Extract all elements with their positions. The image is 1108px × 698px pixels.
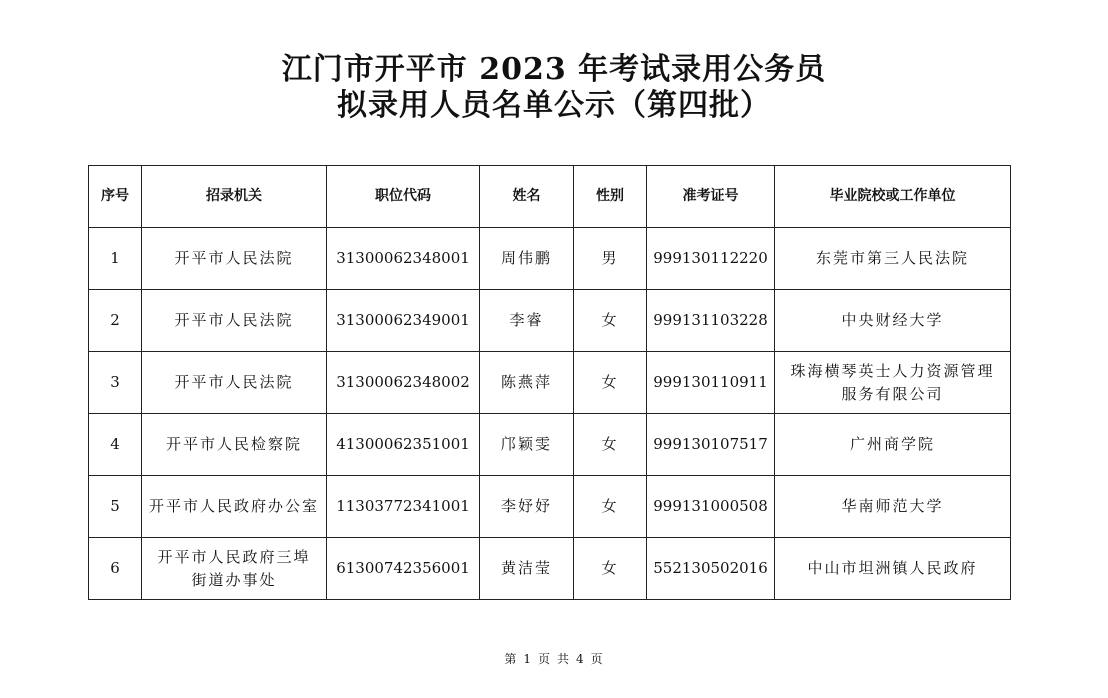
cell-agency-line: 开平市人民政府三埠 xyxy=(157,547,311,566)
cell-agency xyxy=(142,476,327,538)
cell-position-code: 11303772341001 xyxy=(327,476,480,538)
cell-exam-id: 999131103228 xyxy=(647,290,775,352)
document-title-line-1: 江门市开平市 2023 年考试录用公务员 xyxy=(281,52,827,87)
cell-agency xyxy=(142,228,327,290)
cell-name: 李妤妤 xyxy=(480,476,574,538)
footer-total-pages: 4 xyxy=(576,652,585,666)
cell-unit-line: 华南师范大学 xyxy=(841,497,944,515)
table-row xyxy=(89,228,1011,290)
footer-page-word: 页 xyxy=(537,652,551,666)
cell-seq: 4 xyxy=(89,414,142,476)
cell-gender: 男 xyxy=(574,228,647,290)
cell-position-code: 41300062351001 xyxy=(327,414,480,476)
cell-unit-line: 东莞市第三人民法院 xyxy=(815,249,969,267)
header-exam-id: 准考证号 xyxy=(647,166,775,228)
cell-gender: 女 xyxy=(574,538,647,600)
cell-name: 周伟鹏 xyxy=(480,228,574,290)
cell-exam-id: 999130107517 xyxy=(647,414,775,476)
header-position-code: 职位代码 xyxy=(327,166,480,228)
cell-seq: 3 xyxy=(89,352,142,414)
cell-unit-line: 服务有限公司 xyxy=(841,384,944,403)
cell-name: 陈燕萍 xyxy=(480,352,574,414)
table-body xyxy=(89,228,1011,600)
cell-school-or-employer xyxy=(775,476,1011,538)
cell-unit-line: 中山市坦洲镇人民政府 xyxy=(807,559,978,577)
cell-seq: 5 xyxy=(89,476,142,538)
cell-school-or-employer xyxy=(775,414,1011,476)
document-title-line-2: 拟录用人员名单公示（第四批） xyxy=(337,88,771,123)
cell-agency-line: 街道办事处 xyxy=(191,570,277,589)
cell-agency xyxy=(142,290,327,352)
cell-unit-line: 中央财经大学 xyxy=(841,311,944,329)
cell-seq: 2 xyxy=(89,290,142,352)
header-agency: 招录机关 xyxy=(142,166,327,228)
footer-current-page: 1 xyxy=(523,652,532,666)
footer-total-prefix: 共 xyxy=(557,652,571,666)
table-row xyxy=(89,352,1011,414)
cell-unit-line: 珠海横琴英士人力资源管理 xyxy=(790,361,995,380)
cell-name: 李睿 xyxy=(480,290,574,352)
cell-exam-id: 999130110911 xyxy=(647,352,775,414)
cell-seq: 1 xyxy=(89,228,142,290)
table-row xyxy=(89,476,1011,538)
cell-position-code: 31300062348002 xyxy=(327,352,480,414)
table-row xyxy=(89,538,1011,600)
cell-agency xyxy=(142,414,327,476)
header-school-or-employer: 毕业院校或工作单位 xyxy=(775,166,1011,228)
cell-gender: 女 xyxy=(574,476,647,538)
cell-position-code: 31300062348001 xyxy=(327,228,480,290)
cell-school-or-employer xyxy=(775,290,1011,352)
candidate-table xyxy=(88,165,1011,600)
header-seq: 序号 xyxy=(89,166,142,228)
cell-name: 黄洁莹 xyxy=(480,538,574,600)
cell-exam-id: 552130502016 xyxy=(647,538,775,600)
cell-agency-line: 开平市人民法院 xyxy=(174,249,294,267)
cell-school-or-employer xyxy=(775,228,1011,290)
cell-agency-line: 开平市人民检察院 xyxy=(165,435,302,453)
table-header-row xyxy=(89,166,1011,228)
table-row xyxy=(89,414,1011,476)
cell-agency-line: 开平市人民政府办公室 xyxy=(148,497,319,515)
table-row xyxy=(89,290,1011,352)
footer-page-prefix: 第 xyxy=(504,652,518,666)
cell-unit-line: 广州商学院 xyxy=(849,435,935,453)
cell-name: 邝颖雯 xyxy=(480,414,574,476)
header-gender: 性别 xyxy=(574,166,647,228)
page-footer xyxy=(0,650,1108,667)
cell-gender: 女 xyxy=(574,414,647,476)
footer-total-word: 页 xyxy=(590,652,604,666)
cell-gender: 女 xyxy=(574,352,647,414)
cell-gender: 女 xyxy=(574,290,647,352)
cell-exam-id: 999131000508 xyxy=(647,476,775,538)
cell-agency-line: 开平市人民法院 xyxy=(174,311,294,329)
cell-exam-id: 999130112220 xyxy=(647,228,775,290)
cell-position-code: 31300062349001 xyxy=(327,290,480,352)
cell-school-or-employer xyxy=(775,538,1011,600)
cell-agency-line: 开平市人民法院 xyxy=(174,373,294,391)
cell-agency xyxy=(142,538,327,600)
cell-position-code: 61300742356001 xyxy=(327,538,480,600)
cell-seq: 6 xyxy=(89,538,142,600)
cell-school-or-employer xyxy=(775,352,1011,414)
cell-agency xyxy=(142,352,327,414)
header-name: 姓名 xyxy=(480,166,574,228)
